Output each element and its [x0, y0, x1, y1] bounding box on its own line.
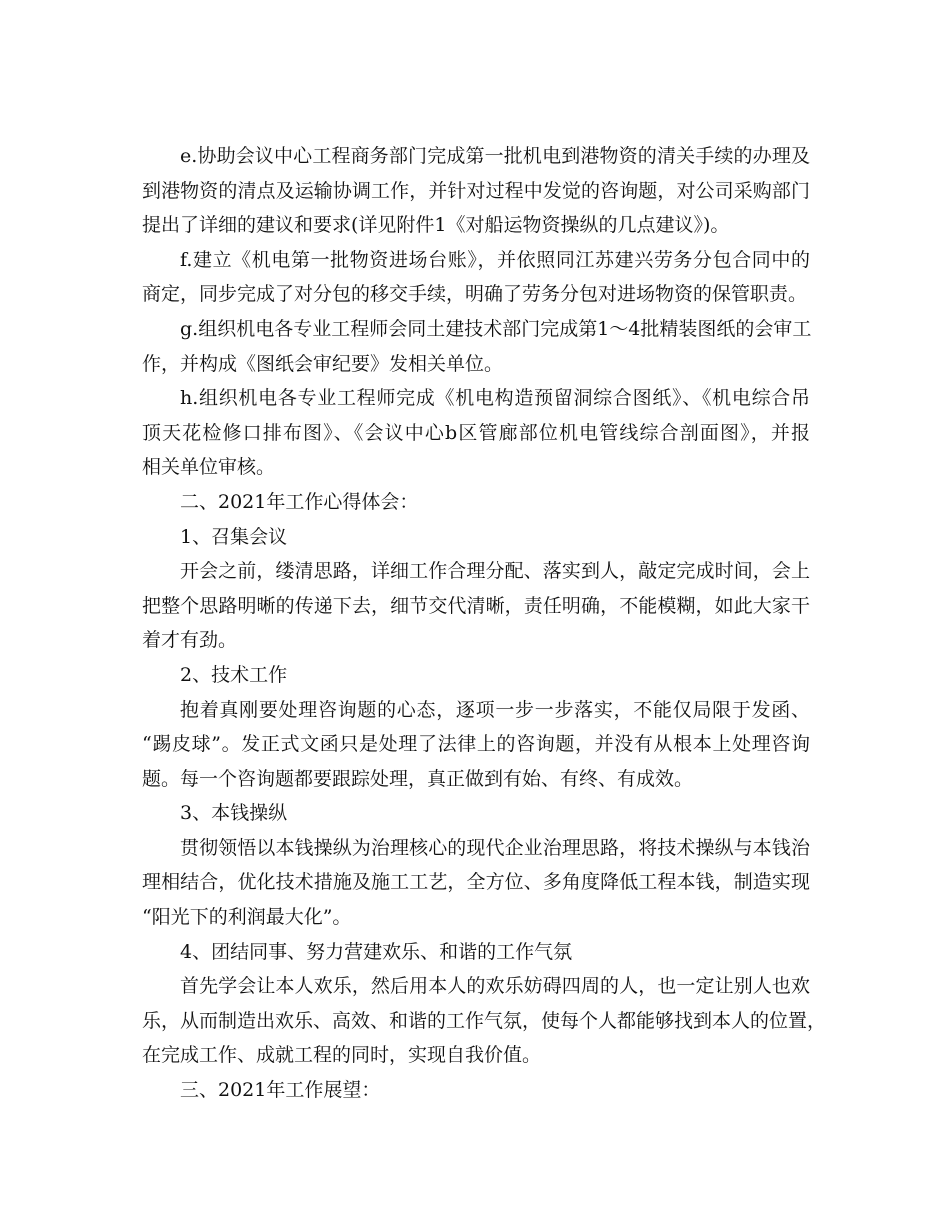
- text-line: e.协助会议中心工程商务部门完成第一批机电到港物资的清关手续的办理及: [180, 145, 810, 167]
- section-heading-outlook: 三、2021年工作展望：: [180, 1079, 381, 1102]
- text-line: 抱着真刚要处理咨询题的心态，逐项一步一步落实，不能仅局限于发函、: [180, 698, 810, 721]
- text-line: 提出了详细的建议和要求(详见附件1《对船运物资操纵的几点建议》)。: [142, 214, 730, 237]
- text-line: 在完成工作、成就工程的同时，实现自我价值。: [142, 1044, 542, 1067]
- subheading-cost-control: 3、本钱操纵: [180, 802, 288, 825]
- text-line: 首先学会让本人欢乐，然后用本人的欢乐妨碍四周的人，也一定让别人也欢: [180, 975, 810, 998]
- text-line: 作，并构成《图纸会审纪要》发相关单位。: [142, 352, 504, 375]
- text-line: 题。每一个咨询题都要跟踪处理，真正做到有始、有终、有成效。: [142, 767, 694, 790]
- document-body: [142, 139, 827, 1108]
- text-line: 着才有劲。: [142, 629, 238, 652]
- text-line: “阳光下的利润最大化”。: [142, 906, 352, 929]
- text-line: “踢皮球”。发正式文函只是处理了法律上的咨询题，并没有从根本上处理咨询: [142, 733, 810, 756]
- text-line: h.组织机电各专业工程师完成《机电构造预留洞综合图纸》、《机电综合吊: [180, 387, 810, 410]
- text-line: g.组织机电各专业工程师会同土建技术部门完成第1～4批精装图纸的会审工: [180, 317, 812, 340]
- subheading-technical-work: 2、技术工作: [180, 663, 288, 686]
- text-line: 乐，从而制造出欢乐、高效、和谐的工作气氛，使每个人都能够找到本人的位置，: [142, 1009, 827, 1032]
- text-line: 顶天花检修口排布图》、《会议中心b区管廊部位机电管线综合剖面图》，并报: [142, 421, 810, 444]
- text-line: 开会之前，缕清思路，详细工作合理分配、落实到人，敲定完成时间，会上: [180, 560, 810, 583]
- paragraph-h: [142, 381, 810, 485]
- paragraph-technical-work: [142, 693, 810, 797]
- paragraph-g: [142, 312, 810, 381]
- section-heading-experience: 二、2021年工作心得体会：: [180, 490, 419, 513]
- subheading-meetings: 1、召集会议: [180, 525, 288, 548]
- paragraph-cost-control: [142, 831, 810, 935]
- text-line: 贯彻领悟以本钱操纵为治理核心的现代企业治理思路，将技术操纵与本钱治: [180, 836, 810, 859]
- paragraph-e: [142, 139, 810, 243]
- text-line: 商定，同步完成了对分包的移交手续，明确了劳务分包对进场物资的保管职责。: [142, 283, 808, 306]
- paragraph-teamwork: [142, 969, 827, 1073]
- text-line: 相关单位审核。: [142, 456, 276, 479]
- text-line: 到港物资的清点及运输协调工作，并针对过程中发觉的咨询题，对公司采购部门: [142, 179, 810, 202]
- text-line: 把整个思路明晰的传递下去，细节交代清晰，责任明确，不能模糊，如此大家干: [142, 594, 810, 617]
- text-line: 理相结合，优化技术措施及施工工艺，全方位、多角度降低工程本钱，制造实现: [142, 871, 810, 894]
- subheading-teamwork: 4、团结同事、努力营建欢乐、和谐的工作气氛: [180, 940, 573, 963]
- paragraph-meetings: [142, 554, 810, 658]
- text-line: f.建立《机电第一批物资进场台账》，并依照同江苏建兴劳务分包合同中的: [180, 248, 810, 271]
- paragraph-f: [142, 243, 810, 312]
